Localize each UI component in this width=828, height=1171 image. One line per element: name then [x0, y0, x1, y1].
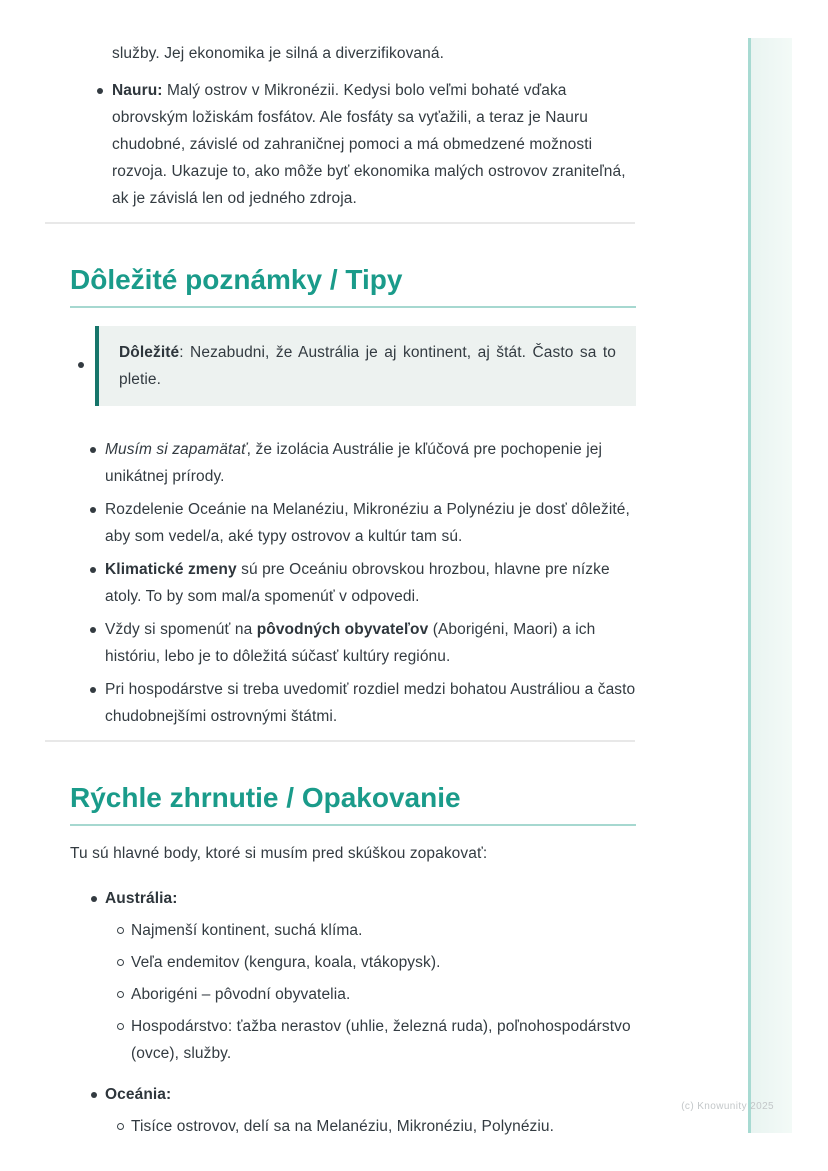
sub-list-item — [105, 949, 636, 976]
sub-item-text: Najmenší kontinent, suchá klíma. — [131, 922, 363, 939]
list-item-italic: Musím si zapamätať — [105, 441, 247, 458]
list-item-text: sú pre Oceániu obrovskou hrozbou, hlavne pre nízke atoly. To by som mal/a spomenúť v odpovedi. — [105, 561, 610, 605]
callout-bold: Dôležité — [119, 344, 180, 361]
sub-item-text: Aborigéni – pôvodní obyvatelia. — [131, 986, 351, 1003]
list-item — [70, 436, 636, 490]
sub-item-text: Hospodárstvo: ťažba nerastov (uhlie, železná ruda), poľnohospodárstvo (ovce), služby. — [131, 1018, 631, 1062]
copyright-notice: (c) Knowunity 2025 — [681, 1101, 774, 1112]
paragraph-text: služby. Jej ekonomika je silná a diverzifikovaná. — [112, 45, 444, 62]
tips-list — [70, 436, 636, 730]
list-item-text: (Aborigéni, Maori) a ich históriu, lebo je to dôležitá súčasť kultúry regiónu. — [105, 621, 596, 665]
sub-list-item — [105, 917, 636, 944]
list-item-bold: Klimatické zmeny — [105, 561, 237, 578]
list-item-text: , že izolácia Austrálie je kľúčová pre pochopenie jej unikátnej prírody. — [105, 441, 603, 485]
section-divider — [45, 740, 635, 742]
next-page-edge-strip — [748, 38, 792, 1133]
list-item — [70, 616, 636, 670]
countries-list — [70, 77, 636, 212]
list-item-bold: pôvodných obyvateľov — [256, 621, 429, 638]
sub-item-text: Veľa endemitov (kengura, koala, vtákopysk). — [131, 954, 441, 971]
summary-group-oceania — [70, 1081, 636, 1140]
summary-group-australia — [70, 885, 636, 1067]
section-divider — [45, 222, 635, 224]
sub-list-item — [105, 981, 636, 1008]
section-heading-tips: Dôležité poznámky / Tipy — [70, 264, 636, 308]
list-item — [70, 676, 636, 730]
callout-list-item — [70, 326, 636, 406]
sub-list — [105, 917, 636, 1067]
document-content — [70, 0, 636, 1140]
summary-list — [70, 885, 636, 1140]
group-title: Oceánia: — [105, 1086, 172, 1103]
sub-list-item — [105, 1113, 636, 1140]
list-item — [70, 556, 636, 610]
list-item-text: Malý ostrov v Mikronézii. Kedysi bolo veľmi bohaté vďaka obrovským ložiskám fosfátov. Ale fosfáty sa vyťažili, a teraz je Nauru chudobné, závislé od zahraničnej pomoci a má obmedzené možnosti rozvoja. Ukazuje to, ako môže byť ekonomika malých ostrovov zraniteľná, ak je závislá len od jedného zdroja. — [112, 82, 626, 207]
sub-list-item — [105, 1013, 636, 1067]
sub-list — [105, 1113, 636, 1140]
list-item-nauru — [70, 77, 636, 212]
paragraph-australia-economy — [112, 40, 636, 67]
list-item-bold: Nauru: — [112, 82, 163, 99]
summary-lead: Tu sú hlavné body, ktoré si musím pred skúškou zopakovať: — [70, 845, 488, 862]
list-item-text: Pri hospodárstve si treba uvedomiť rozdiel medzi bohatou Austráliou a často chudobnejšími ostrovnými štátmi. — [105, 681, 636, 725]
list-item-text: Rozdelenie Oceánie na Melanéziu, Mikronéziu a Polynéziu je dosť dôležité, aby som vedel/a, aké typy ostrovov a kultúr tam sú. — [105, 501, 630, 545]
callout-text: : Nezabudni, že Austrália je aj kontinent, aj štát. Často sa to pletie. — [119, 344, 616, 388]
group-title: Austrália: — [105, 890, 178, 907]
sub-item-text: Tisíce ostrovov, delí sa na Melanéziu, Mikronéziu, Polynéziu. — [131, 1118, 555, 1135]
list-item-pre: Vždy si spomenúť na — [105, 621, 257, 638]
list-item — [70, 496, 636, 550]
section-heading-summary: Rýchle zhrnutie / Opakovanie — [70, 782, 636, 826]
important-callout — [95, 326, 636, 406]
